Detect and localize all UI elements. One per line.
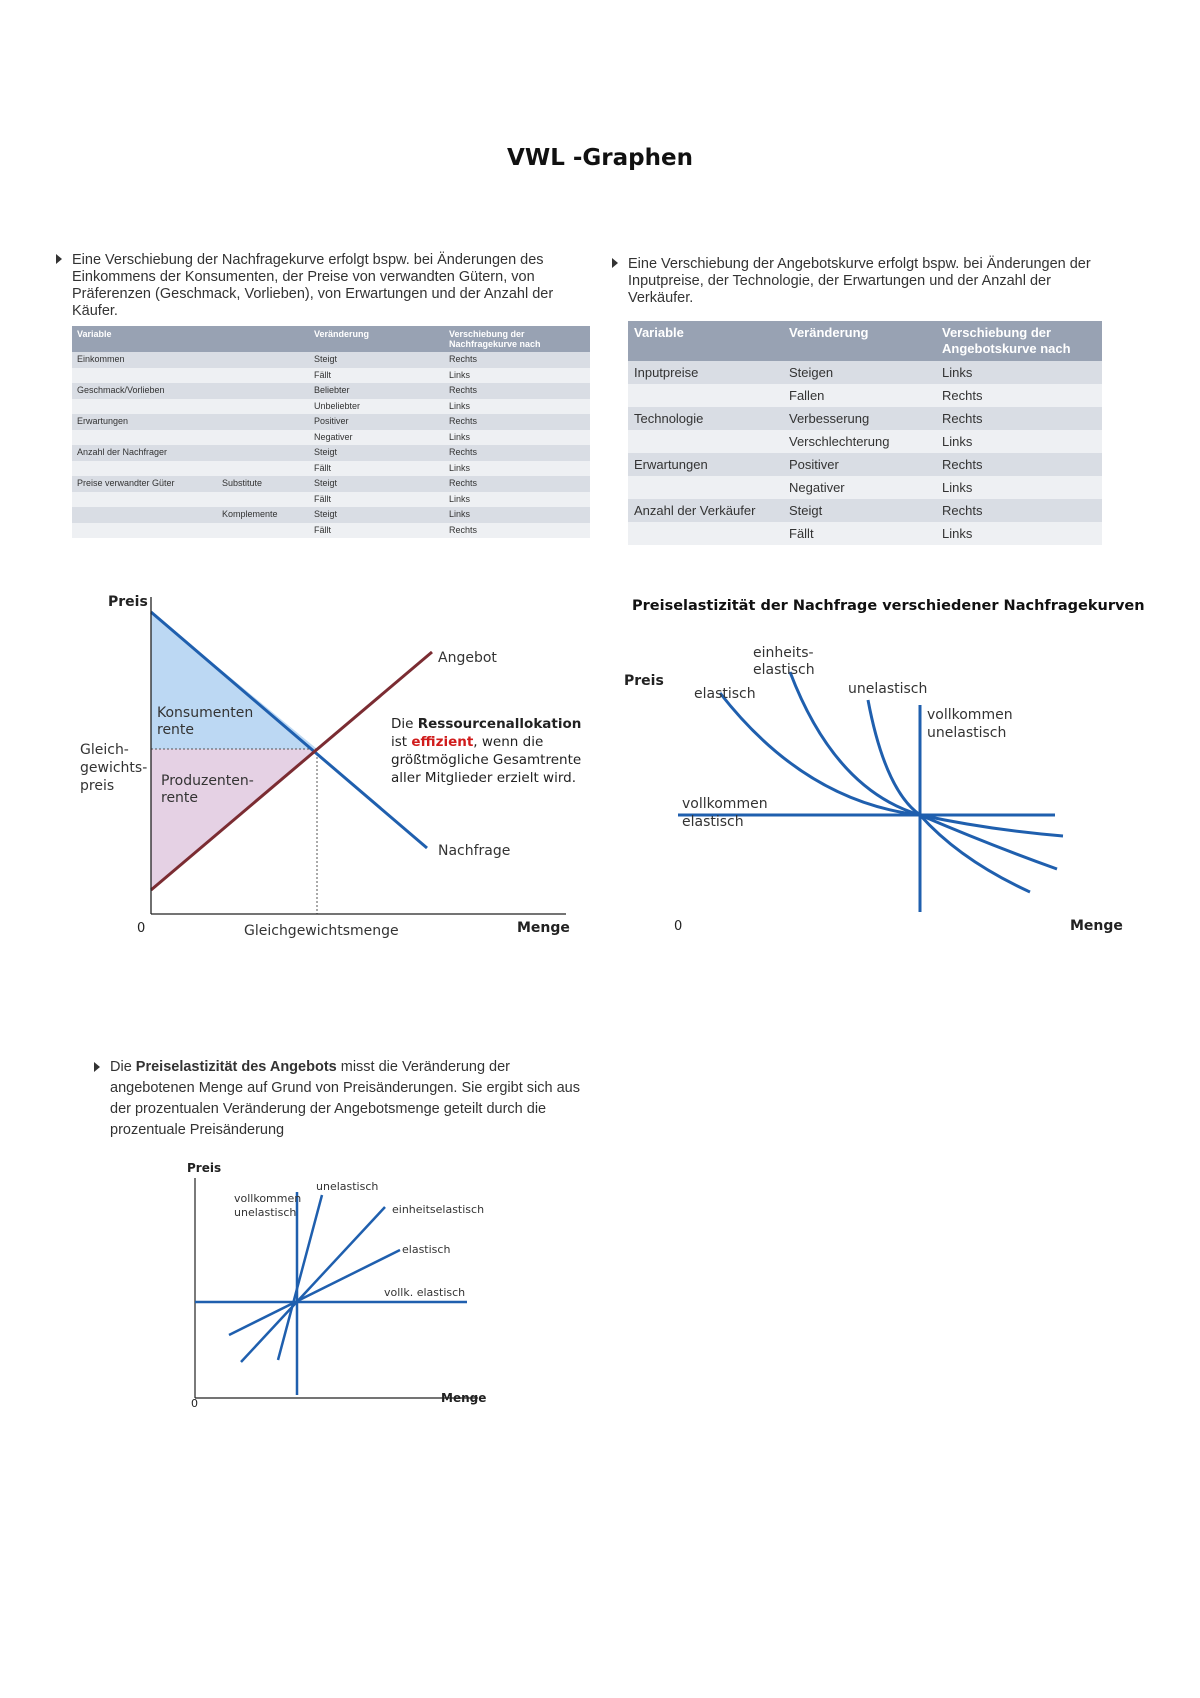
table-cell: Steigt xyxy=(783,499,936,522)
consumer-surplus-label-2: rente xyxy=(157,722,195,738)
table-cell: Unbeliebter xyxy=(309,399,444,415)
supply-elasticity-x-axis-label: Menge xyxy=(441,1391,487,1405)
supply-shift-intro-text: Eine Verschiebung der Angebotskurve erfolgt bspw. bei Änderungen der Inputpreise, der Technologie, der Erwartungen und der Anzahl der Verkäufer. xyxy=(628,256,1091,306)
table-header-cell: Variable xyxy=(628,321,783,361)
table-cell: Substitute xyxy=(217,476,309,492)
supply-perfectly-inelastic-label-1: vollkommen xyxy=(234,1192,302,1205)
unit-elastic-demand-curve xyxy=(790,672,1057,869)
table-cell: Steigt xyxy=(309,352,444,368)
market-graph xyxy=(80,594,581,939)
supply-elasticity-y-axis-label: Preis xyxy=(187,1161,222,1175)
demand-elasticity-graph xyxy=(624,598,1145,934)
supply-unit-elastic-label: einheitselastisch xyxy=(392,1203,485,1216)
table-cell: Links xyxy=(936,522,1102,545)
inelastic-label: unelastisch xyxy=(848,681,928,697)
table-header-cell: Verschiebung der Angebotskurve nach xyxy=(936,321,1102,361)
table-cell: Erwartungen xyxy=(628,453,783,476)
table-cell: Links xyxy=(444,492,590,508)
table-cell: Links xyxy=(444,368,590,384)
unit-elastic-label-2: elastisch xyxy=(753,662,815,678)
perfectly-inelastic-label-1: vollkommen xyxy=(927,707,1013,723)
table-cell: Steigt xyxy=(309,445,444,461)
table-cell: Steigen xyxy=(783,361,936,384)
producer-surplus-label-2: rente xyxy=(161,790,199,806)
demand-elasticity-origin: 0 xyxy=(674,919,683,934)
unit-elastic-label-1: einheits- xyxy=(753,645,814,661)
table-cell: Links xyxy=(444,399,590,415)
table-cell: Links xyxy=(936,476,1102,499)
table-header-cell: Veränderung xyxy=(309,326,444,352)
table-cell: Negativer xyxy=(309,430,444,446)
table-cell: Rechts xyxy=(444,352,590,368)
table-cell: Komplemente xyxy=(217,507,309,523)
table-cell: Links xyxy=(936,430,1102,453)
table-cell: Links xyxy=(444,430,590,446)
table-cell: Fällt xyxy=(309,492,444,508)
eq-price-label-1: Gleich- xyxy=(80,742,129,758)
table-header-cell: Veränderung xyxy=(783,321,936,361)
table-cell: Links xyxy=(444,507,590,523)
table-cell: Rechts xyxy=(936,384,1102,407)
supply-curve-label: Angebot xyxy=(438,650,497,666)
table-cell: Rechts xyxy=(444,523,590,539)
table-cell: Inputpreise xyxy=(628,361,783,384)
table-header-cell: Verschiebung der Nachfragekurve nach xyxy=(444,326,590,352)
efficiency-note-line1: Die Ressourcenallokation xyxy=(391,716,582,732)
supply-perfectly-elastic-label: vollk. elastisch xyxy=(384,1286,466,1299)
efficiency-note-line3: größtmögliche Gesamtrente xyxy=(391,752,582,768)
inelastic-supply-curve xyxy=(278,1195,322,1360)
market-origin: 0 xyxy=(137,921,146,936)
table-cell: Rechts xyxy=(444,476,590,492)
table-cell: Anzahl der Verkäufer xyxy=(628,499,783,522)
table-cell: Rechts xyxy=(444,445,590,461)
table-cell: Anzahl der Nachfrager xyxy=(72,445,217,461)
table-cell: Rechts xyxy=(936,407,1102,430)
table-cell: Geschmack/Vorlieben xyxy=(72,383,217,399)
table-cell: Fällt xyxy=(309,461,444,477)
supply-perfectly-inelastic-label-2: unelastisch xyxy=(234,1206,297,1219)
table-cell: Steigt xyxy=(309,507,444,523)
supply-elasticity-intro-bold: Preiselastizität des Angebots xyxy=(135,1059,337,1075)
table-cell: Verschlechterung xyxy=(783,430,936,453)
demand-shift-intro-text: Eine Verschiebung der Nachfragekurve erfolgt bspw. bei Änderungen des Einkommens der Konsumenten, der Preise von verwandten Gütern, von Präferenzen (Geschmack, Vorlieben), von Erwartungen und der Anzahl der Käufer. xyxy=(72,252,554,319)
consumer-surplus-label-1: Konsumenten xyxy=(157,705,254,721)
perfectly-inelastic-label-2: unelastisch xyxy=(927,725,1007,741)
supply-elasticity-intro-rest: misst die Veränderung der angebotenen Menge auf Grund von Preisänderungen. Sie ergibt sich aus der prozentualen Veränderung der Angebotsmenge geteilt durch die prozentuale Preisänderung xyxy=(110,1059,580,1138)
table-header-cell: Variable xyxy=(72,326,217,352)
eq-price-label-2: gewichts- xyxy=(80,760,148,776)
table-cell: Preise verwandter Güter xyxy=(72,476,217,492)
supply-elasticity-origin: 0 xyxy=(191,1397,198,1410)
table-cell: Negativer xyxy=(783,476,936,499)
table-cell: Verbesserung xyxy=(783,407,936,430)
supply-elasticity-intro-prefix: Die xyxy=(110,1059,136,1075)
table-cell: Fällt xyxy=(309,368,444,384)
table-cell: Positiver xyxy=(309,414,444,430)
table-cell: Links xyxy=(936,361,1102,384)
table-cell: Fällt xyxy=(783,522,936,545)
table-cell: Rechts xyxy=(444,383,590,399)
efficiency-note-line4: aller Mitglieder erzielt wird. xyxy=(391,770,577,786)
eq-quantity-label: Gleichgewichtsmenge xyxy=(244,923,399,939)
table-cell: Rechts xyxy=(444,414,590,430)
table-cell: Erwartungen xyxy=(72,414,217,430)
table-cell: Positiver xyxy=(783,453,936,476)
table-cell: Rechts xyxy=(936,453,1102,476)
market-x-axis-label: Menge xyxy=(517,920,570,936)
demand-elasticity-title: Preiselastizität der Nachfrage verschiedener Nachfragekurven xyxy=(632,598,1145,614)
table-cell: Beliebter xyxy=(309,383,444,399)
table-cell: Fällt xyxy=(309,523,444,539)
elastic-label: elastisch xyxy=(694,686,756,702)
supply-elasticity-graph xyxy=(187,1161,486,1410)
table-cell: Rechts xyxy=(936,499,1102,522)
perfectly-elastic-label-1: vollkommen xyxy=(682,796,768,812)
demand-elasticity-x-axis-label: Menge xyxy=(1070,918,1123,934)
eq-price-label-3: preis xyxy=(80,778,115,794)
table-cell: Einkommen xyxy=(72,352,217,368)
demand-curve-label: Nachfrage xyxy=(438,843,511,859)
perfectly-elastic-label-2: elastisch xyxy=(682,814,744,830)
table-cell: Technologie xyxy=(628,407,783,430)
elastic-supply-curve xyxy=(229,1250,400,1335)
demand-elasticity-y-axis-label: Preis xyxy=(624,673,664,689)
supply-elastic-label: elastisch xyxy=(402,1243,451,1256)
table-cell: Links xyxy=(444,461,590,477)
supply-inelastic-label: unelastisch xyxy=(316,1180,379,1193)
efficiency-note-line2: ist effizient, wenn die xyxy=(391,734,544,750)
producer-surplus-label-1: Produzenten- xyxy=(161,773,254,789)
table-cell: Fallen xyxy=(783,384,936,407)
market-y-axis-label: Preis xyxy=(108,594,148,610)
table-cell: Steigt xyxy=(309,476,444,492)
page-title: VWL -Graphen xyxy=(507,145,693,171)
